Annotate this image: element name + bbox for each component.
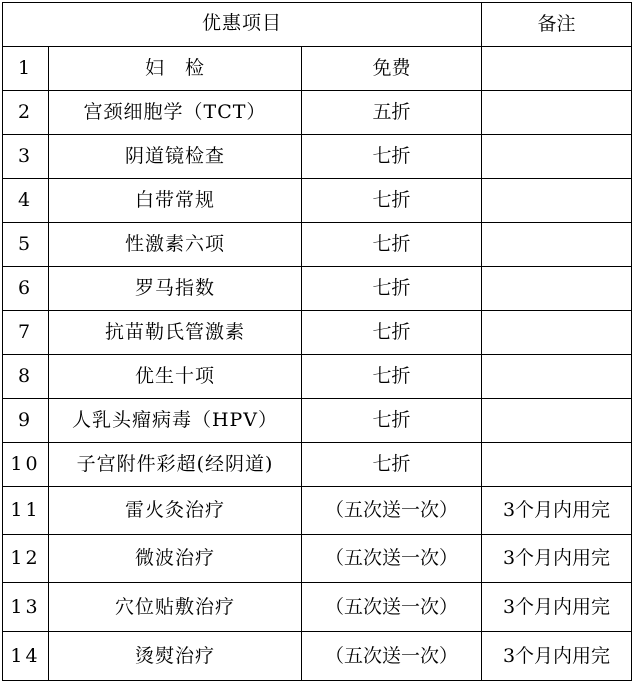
table-row — [3, 267, 632, 311]
row-number: 3 — [3, 135, 49, 179]
row-number: 2 — [3, 91, 49, 135]
discount: （五次送一次） — [302, 487, 482, 535]
table-row — [3, 91, 632, 135]
remark — [482, 47, 632, 91]
discount: （五次送一次） — [302, 632, 482, 681]
discount: 七折 — [302, 267, 482, 311]
remark — [482, 311, 632, 355]
item-name: 人乳头瘤病毒（HPV） — [49, 399, 302, 443]
header-row — [3, 3, 632, 47]
remark: 3个月内用完 — [482, 583, 632, 632]
row-number: 7 — [3, 311, 49, 355]
item-name: 优生十项 — [49, 355, 302, 399]
row-number: 4 — [3, 179, 49, 223]
discount: 七折 — [302, 135, 482, 179]
table-row — [3, 135, 632, 179]
item-name: 雷火灸治疗 — [49, 487, 302, 535]
table-row — [3, 47, 632, 91]
table-row — [3, 179, 632, 223]
item-name: 性激素六项 — [49, 223, 302, 267]
remark — [482, 179, 632, 223]
discount-table — [2, 2, 632, 681]
table-row — [3, 355, 632, 399]
discount: 五折 — [302, 91, 482, 135]
row-number: 12 — [3, 535, 49, 583]
table-row — [3, 632, 632, 681]
item-name: 子宫附件彩超(经阴道) — [49, 443, 302, 487]
item-name: 抗苗勒氏管激素 — [49, 311, 302, 355]
row-number: 11 — [3, 487, 49, 535]
discount: （五次送一次） — [302, 583, 482, 632]
remark: 3个月内用完 — [482, 487, 632, 535]
remark: 3个月内用完 — [482, 632, 632, 681]
item-name: 微波治疗 — [49, 535, 302, 583]
discount: 七折 — [302, 311, 482, 355]
row-number: 10 — [3, 443, 49, 487]
row-number: 13 — [3, 583, 49, 632]
item-name: 罗马指数 — [49, 267, 302, 311]
remark — [482, 223, 632, 267]
item-name: 妇 检 — [49, 47, 302, 91]
table-row — [3, 443, 632, 487]
row-number: 1 — [3, 47, 49, 91]
discount: 七折 — [302, 443, 482, 487]
item-name: 阴道镜检查 — [49, 135, 302, 179]
remark — [482, 443, 632, 487]
table-row — [3, 535, 632, 583]
item-name: 烫熨治疗 — [49, 632, 302, 681]
remark — [482, 355, 632, 399]
remark — [482, 267, 632, 311]
row-number: 9 — [3, 399, 49, 443]
table-row — [3, 583, 632, 632]
remark: 3个月内用完 — [482, 535, 632, 583]
row-number: 14 — [3, 632, 49, 681]
discount: 七折 — [302, 179, 482, 223]
remark — [482, 399, 632, 443]
row-number: 8 — [3, 355, 49, 399]
remark — [482, 135, 632, 179]
header-remark: 备注 — [482, 3, 632, 47]
discount: 七折 — [302, 355, 482, 399]
table-row — [3, 311, 632, 355]
discount: （五次送一次） — [302, 535, 482, 583]
remark — [482, 91, 632, 135]
discount: 七折 — [302, 399, 482, 443]
item-name: 白带常规 — [49, 179, 302, 223]
discount: 七折 — [302, 223, 482, 267]
discount: 免费 — [302, 47, 482, 91]
item-name: 穴位贴敷治疗 — [49, 583, 302, 632]
table-row — [3, 487, 632, 535]
table-row — [3, 223, 632, 267]
row-number: 5 — [3, 223, 49, 267]
row-number: 6 — [3, 267, 49, 311]
item-name: 宫颈细胞学（TCT） — [49, 91, 302, 135]
header-title: 优惠项目 — [3, 3, 482, 47]
table-row — [3, 399, 632, 443]
